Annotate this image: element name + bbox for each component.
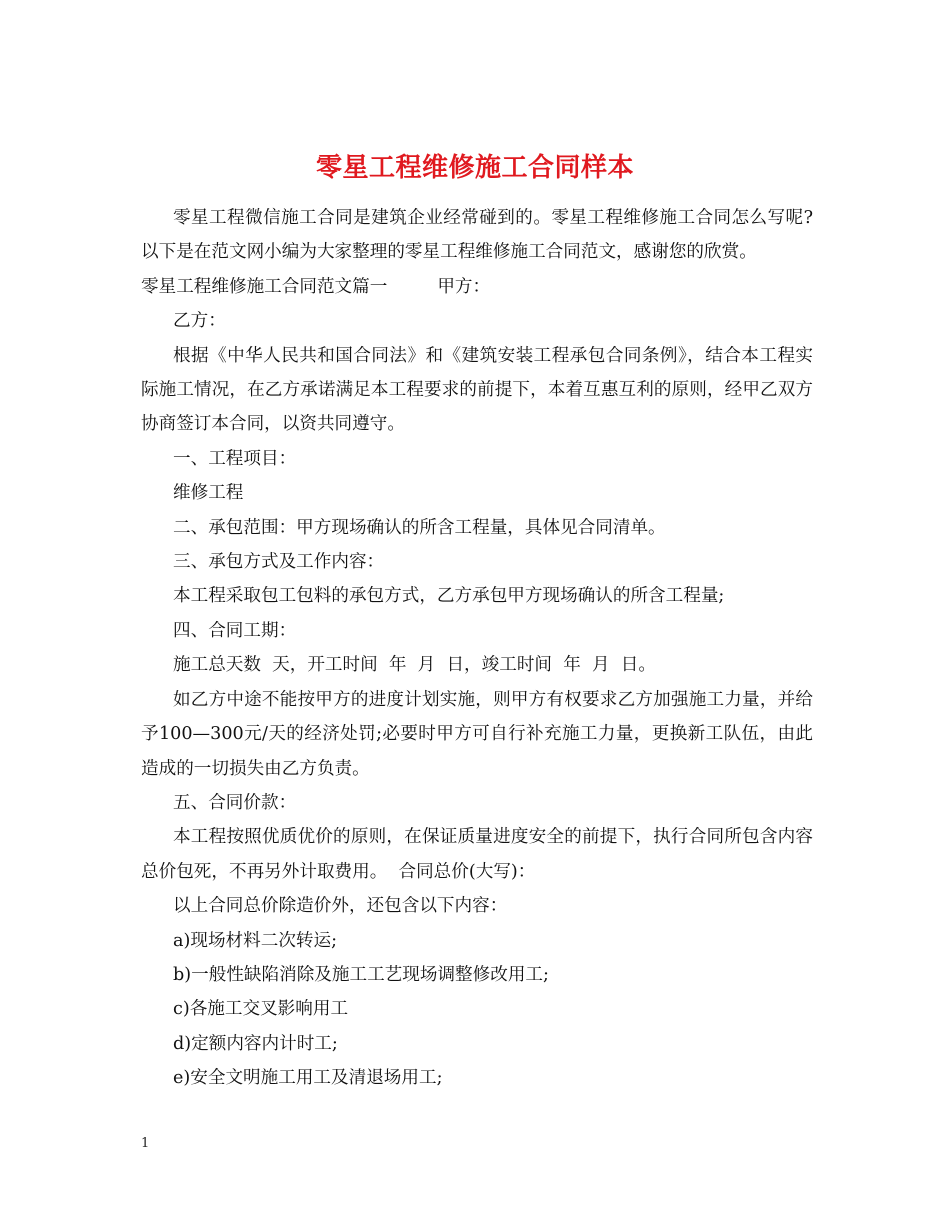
party-a-label: 甲方： bbox=[437, 276, 491, 297]
list-item-d: d)定额内容内计时工; bbox=[173, 1033, 338, 1054]
section-heading-price: 五、合同价款： bbox=[173, 792, 297, 813]
list-item-e: e)安全文明施工用工及清退场用工; bbox=[173, 1068, 443, 1089]
section-heading-project: 一、工程项目： bbox=[173, 448, 297, 469]
document-title: 零星工程维修施工合同样本 bbox=[315, 153, 634, 184]
party-b-label: 乙方： bbox=[173, 311, 226, 332]
section-heading-duration: 四、合同工期： bbox=[173, 620, 297, 641]
list-item-b: b)一般性缺陷消除及施工工艺现场调整修改用工; bbox=[173, 964, 549, 985]
paragraph-heading-party-a bbox=[141, 270, 813, 304]
article-heading: 零星工程维修施工合同范文篇一 bbox=[141, 276, 388, 297]
paragraph-legal-basis: 根据《中华人民共和国合同法》和《建筑安装工程承包合同条例》，结合本工程实际施工情况，在乙方承诺满足本工程要求的前提下，本着互惠互利的原则，经甲乙双方协商签订本合同，以资共同遵守。 bbox=[141, 345, 813, 435]
list-item-a: a)现场材料二次转运; bbox=[173, 930, 338, 951]
paragraph-price-includes: 以上合同总价除造价外，还包含以下内容： bbox=[173, 896, 508, 917]
list-item-c: c)各施工交叉影响用工 bbox=[173, 999, 349, 1020]
paragraph-project-name: 维修工程 bbox=[173, 483, 244, 504]
page-number: 1 bbox=[141, 1136, 150, 1151]
paragraph-contract-method: 本工程采取包工包料的承包方式，乙方承包甲方现场确认的所含工程量; bbox=[173, 586, 725, 607]
document-body bbox=[141, 201, 813, 1096]
paragraph-penalty: 如乙方中途不能按甲方的进度计划实施，则甲方有权要求乙方加强施工力量，并给予100—300元/天的经济处罚;必要时甲方可自行补充施工力量，更换新工队伍，由此造成的一切损失由乙方负责。 bbox=[141, 689, 813, 779]
paragraph-intro: 零星工程微信施工合同是建筑企业经常碰到的。零星工程维修施工合同怎么写呢?以下是在范文网小编为大家整理的零星工程维修施工合同范文，感谢您的欣赏。 bbox=[141, 208, 813, 263]
section-heading-contract-method: 三、承包方式及工作内容： bbox=[173, 552, 385, 573]
paragraph-duration: 施工总天数 天，开工时间 年 月 日，竣工时间 年 月 日。 bbox=[173, 655, 656, 676]
paragraph-price: 本工程按照优质优价的原则，在保证质量进度安全的前提下，执行合同所包含内容总价包死，不再另外计取费用。 合同总价(大写)： bbox=[141, 827, 813, 882]
section-contract-scope: 二、承包范围：甲方现场确认的所含工程量，具体见合同清单。 bbox=[173, 517, 666, 538]
